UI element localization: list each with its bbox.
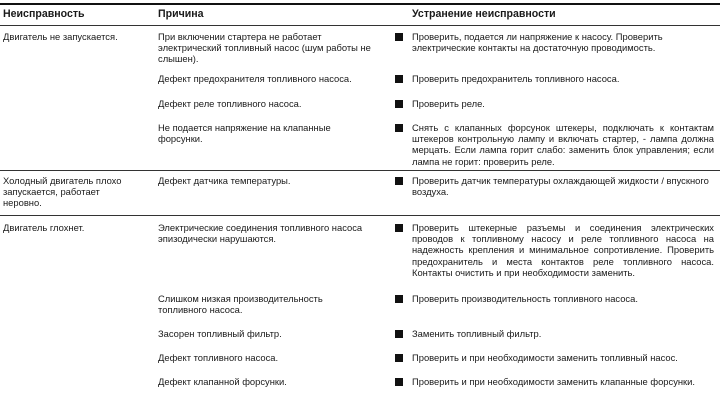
- remedy-3-2: Проверить производительность топливного насоса.: [412, 293, 638, 304]
- bullet-square-icon: [395, 378, 403, 386]
- remedy-3-4: Проверить и при необходимости заменить топливный насос.: [412, 352, 678, 363]
- bullet-square-icon: [395, 354, 403, 362]
- bullet-square-icon: [395, 295, 403, 303]
- bullet-square-icon: [395, 124, 403, 132]
- remedy-3-1: Проверить штекерные разъемы и соединения электрических проводов к топливному насосу и реле топливного насоса на надежность крепления и минимальное сопротивление. Проверить предохранитель и места контактов реле топливного насоса. Контакты очистить и при необходимости заменить.: [412, 222, 714, 278]
- bullet-square-icon: [395, 330, 403, 338]
- cause-2-1: Дефект датчика температуры.: [158, 175, 291, 186]
- header-cause: Причина: [158, 8, 204, 20]
- header-remedy: Устранение неисправности: [412, 8, 556, 20]
- header-rule: [0, 25, 720, 26]
- section-rule: [0, 170, 720, 171]
- cause-3-1: Электрические соединения топливного насоса эпизодически нарушаются.: [158, 222, 363, 245]
- remedy-2-1: Проверить датчик температуры охлаждающей жидкости / впускного воздуха.: [412, 175, 709, 198]
- remedy-1-2: Проверить предохранитель топливного насоса.: [412, 73, 620, 84]
- bullet-square-icon: [395, 100, 403, 108]
- remedy-1-3: Проверить реле.: [412, 98, 485, 109]
- section-rule: [0, 215, 720, 216]
- cause-3-3: Засорен топливный фильтр.: [158, 328, 282, 339]
- fault-2: Холодный двигатель плохо запускается, работает неровно.: [3, 175, 122, 209]
- table-top-rule: [0, 3, 720, 5]
- cause-1-3: Дефект реле топливного насоса.: [158, 98, 302, 109]
- cause-1-2: Дефект предохранителя топливного насоса.: [158, 73, 352, 84]
- cause-3-5: Дефект клапанной форсунки.: [158, 376, 287, 387]
- cause-3-2: Слишком низкая производительность топливного насоса.: [158, 293, 323, 316]
- fault-3: Двигатель глохнет.: [3, 222, 85, 233]
- header-fault: Неисправность: [3, 8, 85, 20]
- remedy-1-1: Проверить, подается ли напряжение к насосу. Проверить электрические контакты на достаточную проводимость.: [412, 31, 663, 54]
- remedy-1-4: Снять с клапанных форсунок штекеры, подключать к контактам штекеров контрольную лампу и включать стартер, - лампа должна мерцать. Если лампа горит слабо: заменить блок управления; если лампа не горит: проверить реле.: [412, 122, 714, 167]
- remedy-3-3: Заменить топливный фильтр.: [412, 328, 542, 339]
- cause-1-1: При включении стартера не работает электрический топливный насос (шум работы не слышен).: [158, 31, 371, 65]
- remedy-3-5: Проверить и при необходимости заменить клапанные форсунки.: [412, 376, 696, 387]
- bullet-square-icon: [395, 224, 403, 232]
- bullet-square-icon: [395, 75, 403, 83]
- bullet-square-icon: [395, 33, 403, 41]
- cause-1-4: Не подается напряжение на клапанные форсунки.: [158, 122, 331, 145]
- bullet-square-icon: [395, 177, 403, 185]
- cause-3-4: Дефект топливного насоса.: [158, 352, 279, 363]
- fault-1: Двигатель не запускается.: [3, 31, 118, 42]
